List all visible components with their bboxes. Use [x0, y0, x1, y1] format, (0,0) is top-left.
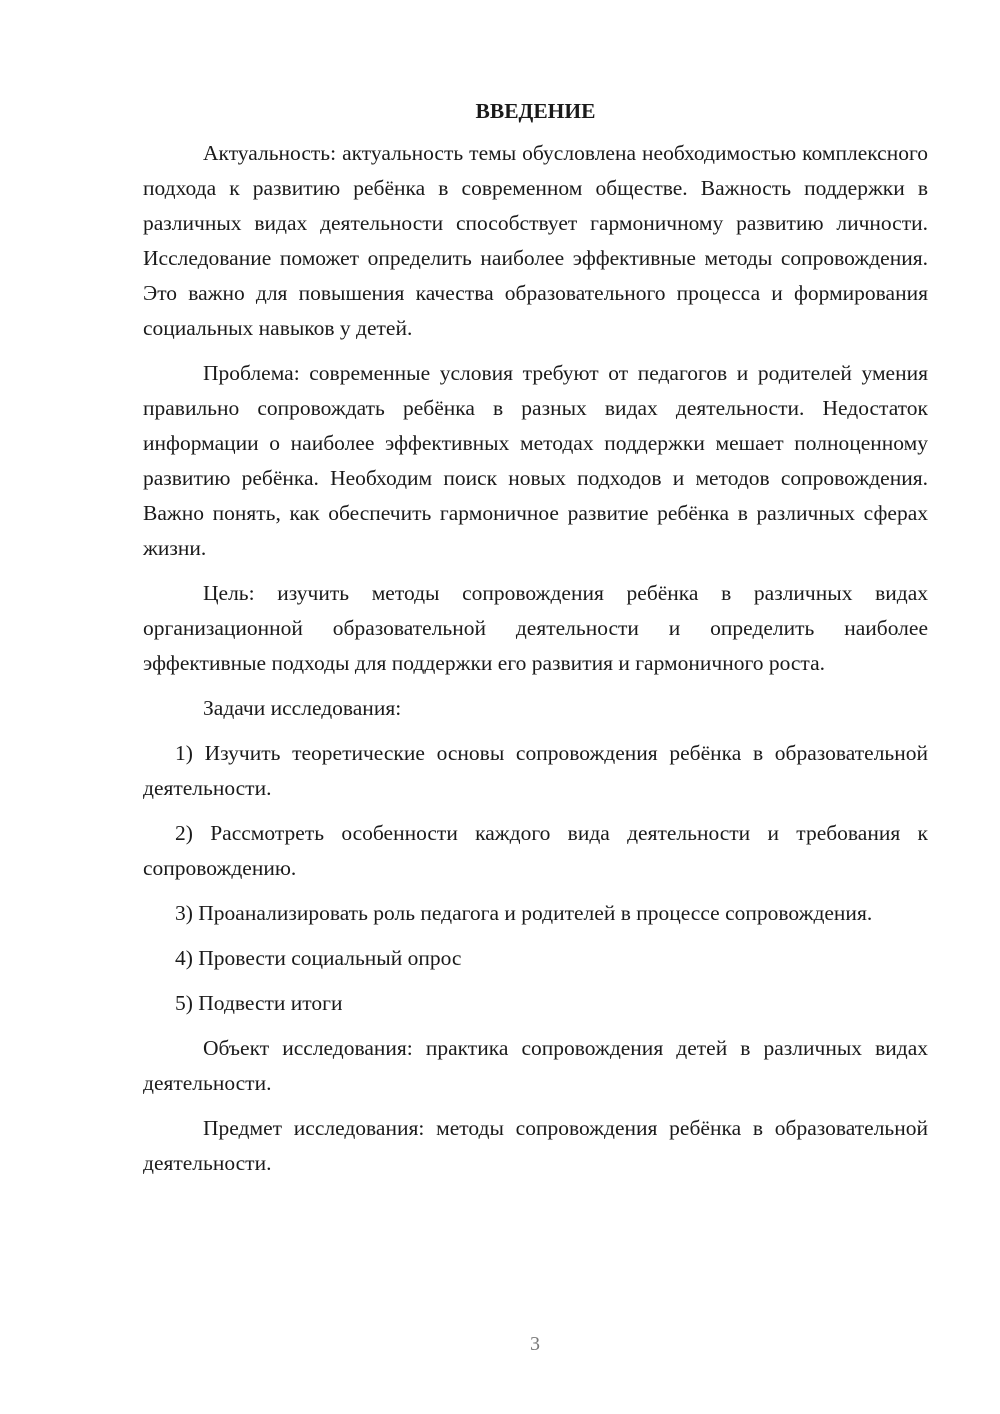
page-title: ВВЕДЕНИЕ — [475, 99, 596, 123]
list-item-task-2: 2) Рассмотреть особенности каждого вида деятельности и требования к сопровождению. — [143, 821, 928, 880]
paragraph-object: Объект исследования: практика сопровождения детей в различных видах деятельности. — [143, 1036, 928, 1095]
list-item-task-4: 4) Провести социальный опрос — [175, 946, 462, 970]
list-item-task-3: 3) Проанализировать роль педагога и родителей в процессе сопровождения. — [175, 901, 873, 925]
paragraph-tasks-heading: Задачи исследования: — [203, 696, 402, 720]
paragraph-problem: Проблема: современные условия требуют от педагогов и родителей умения правильно сопровождать ребёнка в разных видах деятельности. Недостаток информации о наиболее эффективных методах поддержки мешает полноценному развитию ребёнка. Необходим поиск новых подходов и методов сопровождения. Важно понять, как обеспечить гармоничное развитие ребёнка в различных сферах жизни. — [143, 361, 928, 560]
page-number: 3 — [530, 1333, 540, 1355]
paragraph-subject: Предмет исследования: методы сопровождения ребёнка в образовательной деятельности. — [143, 1116, 928, 1175]
list-item-task-1: 1) Изучить теоретические основы сопровождения ребёнка в образовательной деятельности. — [143, 741, 928, 800]
paragraph-goal: Цель: изучить методы сопровождения ребёнка в различных видах организационной образовательной деятельности и определить наиболее эффективные подходы для поддержки его развития и гармоничного роста. — [143, 581, 928, 675]
document-body — [143, 95, 928, 1191]
list-item-task-5: 5) Подвести итоги — [175, 991, 343, 1015]
paragraph-relevance: Актуальность: актуальность темы обусловлена необходимостью комплексного подхода к развитию ребёнка в современном обществе. Важность поддержки в различных видах деятельности способствует гармоничному развитию личности. Исследование поможет определить наиболее эффективные методы сопровождения. Это важно для повышения качества образовательного процесса и формирования социальных навыков у детей. — [143, 141, 928, 340]
